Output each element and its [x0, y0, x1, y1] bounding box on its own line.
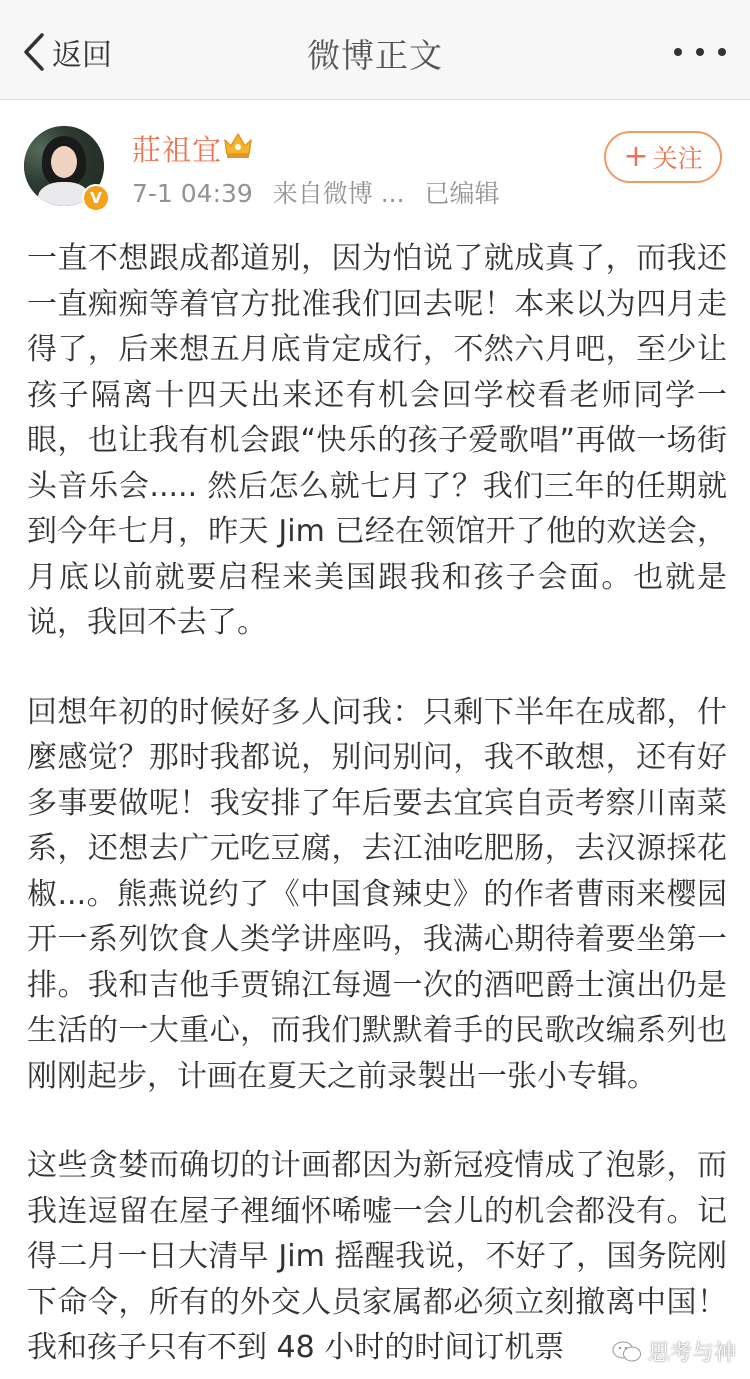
follow-button[interactable]	[604, 131, 722, 183]
post-source[interactable]: 来自微博 ...	[272, 179, 405, 208]
post-time: 7-1 04:39	[132, 179, 253, 208]
crown-icon	[222, 130, 254, 160]
post-paragraph: 一直不想跟成都道别，因为怕说了就成真了，而我还一直痴痴等着官方批准我们回去呢！本来以为四月走得了，后来想五月底肯定成行，不然六月吧，至少让孩子隔离十四天出来还有机会回学校看老师同学一眼，也让我有机会跟“快乐的孩子爱歌唱”再做一场街头音乐会..... 然后怎么就七月了？我们三年的任期就到今年七月，昨天 Jim 已经在领馆开了他的欢送会，月底以前就要启程来美国跟我和孩子会面。也就是说，我回不去了。	[27, 241, 727, 640]
watermark-text: 思考与神	[647, 1341, 736, 1366]
dot	[718, 48, 726, 56]
plus-icon: +	[623, 139, 649, 174]
post-meta	[132, 174, 512, 210]
more-dots-icon[interactable]	[674, 44, 726, 60]
watermark	[612, 1336, 736, 1367]
avatar-face	[51, 146, 77, 178]
top-nav-bar	[0, 0, 750, 100]
author-name[interactable]: 莊祖宜	[132, 133, 223, 167]
follow-label: 关注	[652, 144, 703, 173]
dot	[674, 48, 682, 56]
post-paragraph: 回想年初的时候好多人问我：只剩下半年在成都，什麼感觉？那时我都说，别问别问，我不敢想，还有好多事要做呢！我安排了年后要去宜宾自贡考察川南菜系，还想去广元吃豆腐，去江油吃肥肠，去汉源採花椒...。熊燕说约了《中国食辣史》的作者曹雨来樱园开一系列饮食人类学讲座吗，我满心期待着要坐第一排。我和吉他手贾锦江每週一次的酒吧爵士演出仍是生活的一大重心，而我们默默着手的民歌改编系列也刚刚起步，计画在夏天之前录製出一张小专辑。	[27, 694, 727, 1094]
dot	[696, 48, 704, 56]
wechat-icon	[612, 1340, 642, 1364]
author-avatar[interactable]	[24, 126, 108, 210]
post-paragraph: 这些贪婪而确切的计画都因为新冠疫情成了泡影，而我连逗留在屋子裡缅怀唏嘘一会儿的机会都没有。记得二月一日大清早 Jim 摇醒我说，不好了，国务院刚下命令，所有的外交人员家属都必须立刻撤离中国！我和孩子只有不到 48 小时的时间订机票	[27, 1148, 727, 1365]
back-label: 返回	[52, 38, 112, 73]
post-content	[27, 236, 727, 1371]
page-title: 微博正文	[307, 36, 443, 75]
verified-badge-icon: V	[82, 184, 110, 212]
edited-label: 已编辑	[424, 179, 500, 208]
